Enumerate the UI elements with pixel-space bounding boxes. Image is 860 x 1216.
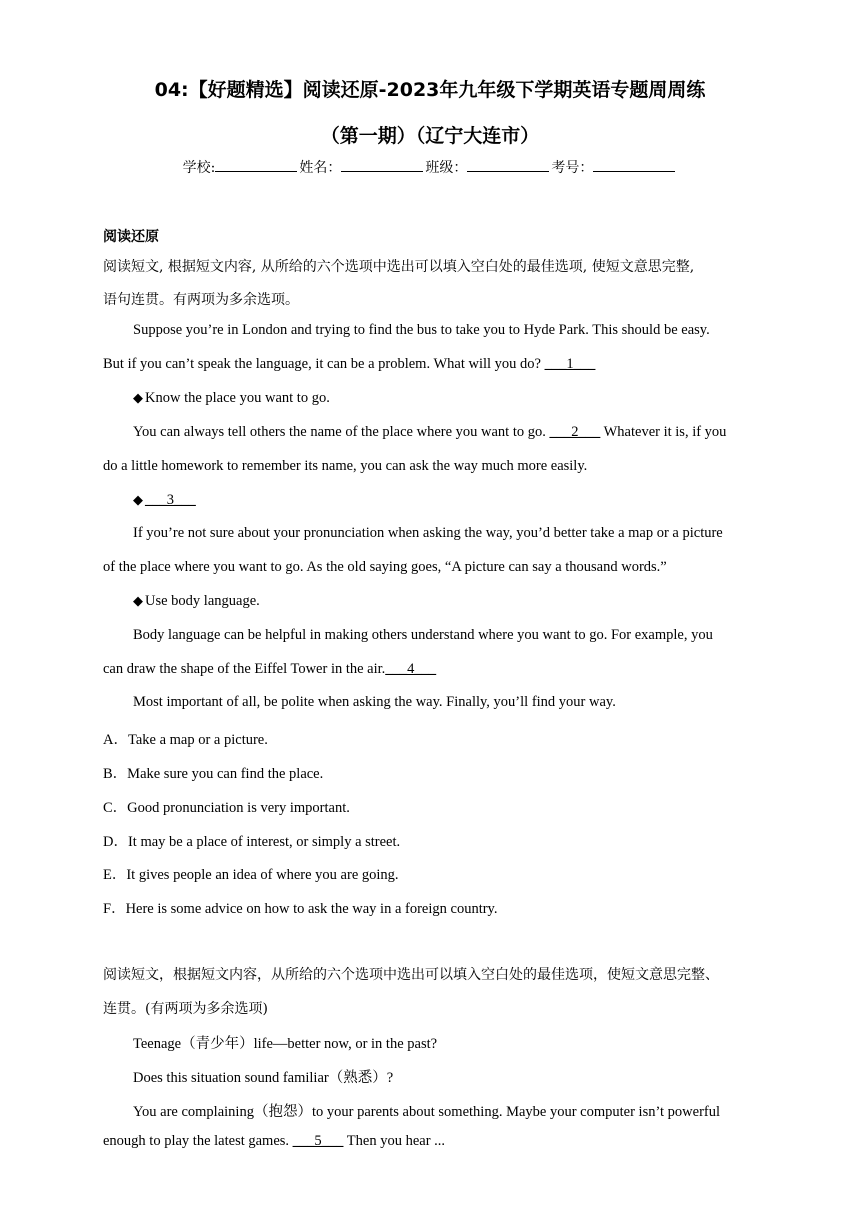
name-blank[interactable] <box>341 157 423 172</box>
bullet-item <box>133 390 330 407</box>
diamond-bullet-icon: ◆ <box>133 390 143 405</box>
instruction-line-2: 语句连贯。有两项为多余选项。 <box>103 292 299 308</box>
instruction-line-2: 连贯。(有两项为多余选项) <box>103 1001 268 1017</box>
bullet-text: Use body language. <box>145 593 260 609</box>
option-e: E．It gives people an idea of where you are going. <box>103 867 399 883</box>
exam-no-label: 考号： <box>551 160 594 176</box>
name-label: 姓名： <box>299 160 342 176</box>
blank-5: ___5___ <box>292 1133 344 1149</box>
passage-line: Body language can be helpful in making others understand where you want to go. For example, you <box>133 627 713 643</box>
passage-line: do a little homework to remember its name, you can ask the way much more easily. <box>103 458 588 474</box>
exam-no-blank[interactable] <box>593 157 675 172</box>
passage-text: enough to play the latest games. <box>103 1133 293 1149</box>
option-a: A．Take a map or a picture. <box>103 732 268 748</box>
option-f: F．Here is some advice on how to ask the way in a foreign country. <box>103 901 498 917</box>
blank-4: ___4___ <box>385 661 437 677</box>
section-heading: 阅读还原 <box>103 229 159 245</box>
instruction-line-1: 阅读短文, 根据短文内容, 从所给的六个选项中选出可以填入空白处的最佳选项, 使短文意思完整, <box>103 259 695 275</box>
school-label: 学校: <box>182 160 216 176</box>
bullet-item <box>133 492 196 509</box>
student-info-row <box>0 157 860 177</box>
passage-line: of the place where you want to go. As the old saying goes, “A picture can say a thousand words.” <box>103 559 667 575</box>
document-title-line1: 04:【好题精选】阅读还原-2023年九年级下学期英语专题周周练 <box>154 79 706 101</box>
blank-2: ___2___ <box>549 424 601 440</box>
passage-line <box>103 661 436 678</box>
diamond-bullet-icon: ◆ <box>133 492 143 507</box>
option-c: C．Good pronunciation is very important. <box>103 800 350 816</box>
passage-line: Suppose you’re in London and trying to find the bus to take you to Hyde Park. This should be easy. <box>133 322 710 338</box>
document-title-line2: （第一期）（辽宁大连市） <box>320 125 540 147</box>
passage-line: Most important of all, be polite when asking the way. Finally, you’ll find your way. <box>133 694 616 710</box>
blank-3: ___3___ <box>145 492 196 508</box>
passage-line <box>133 424 726 441</box>
option-b: B．Make sure you can find the place. <box>103 766 324 782</box>
option-d: D．It may be a place of interest, or simply a street. <box>103 834 401 850</box>
passage-line: Does this situation sound familiar（熟悉）? <box>133 1070 394 1086</box>
instruction-line-1: 阅读短文，根据短文内容，从所给的六个选项中选出可以填入空白处的最佳选项，使短文意思完整、 <box>103 967 719 983</box>
passage-line <box>103 1133 445 1150</box>
passage-line: You are complaining（抱怨）to your parents about something. Maybe your computer isn’t powerful <box>133 1104 721 1120</box>
passage-line <box>103 356 595 373</box>
blank-1: ___1___ <box>544 356 596 372</box>
diamond-bullet-icon: ◆ <box>133 593 143 608</box>
passage-line: If you’re not sure about your pronunciation when asking the way, you’d better take a map or a picture <box>133 525 723 541</box>
passage-text: You can always tell others the name of the place where you want to go. <box>133 424 550 440</box>
school-blank[interactable] <box>215 157 297 172</box>
passage-text: But if you can’t speak the language, it can be a problem. What will you do? <box>103 356 545 372</box>
class-label: 班级： <box>425 160 468 176</box>
passage-text: Whatever it is, if you <box>600 424 727 440</box>
bullet-item <box>133 593 260 610</box>
passage-title-line: Teenage（青少年）life—better now, or in the past? <box>133 1036 438 1052</box>
bullet-text: Know the place you want to go. <box>145 390 330 406</box>
class-blank[interactable] <box>467 157 549 172</box>
passage-text: Then you hear ... <box>343 1133 446 1149</box>
passage-text: can draw the shape of the Eiffel Tower in the air. <box>103 661 386 677</box>
